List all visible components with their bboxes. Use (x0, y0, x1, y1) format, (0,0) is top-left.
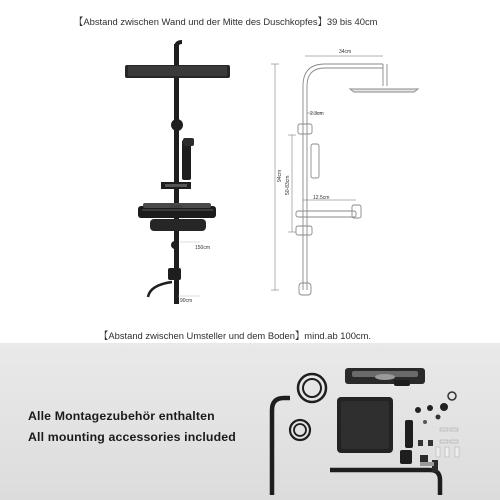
accessories-kit (272, 368, 459, 495)
diverter (168, 268, 181, 280)
caption-wall-to-head: 【Abstand zwischen Wand und der Mitte des Duschkopfes】39 bis 40cm (74, 16, 378, 27)
accessories-text-de: Alle Montagezubehör enthalten (28, 409, 215, 423)
hose (148, 282, 172, 297)
accessories-text-en: All mounting accessories included (28, 430, 236, 444)
caption-diverter-to-floor: 【Abstand zwischen Umsteller und dem Boden】mind.ab 100cm. (99, 330, 372, 341)
dim-shelf-width-left: 31cm (170, 204, 183, 210)
riser-pipe (174, 44, 179, 304)
dim-drop-left: 150cm (195, 245, 211, 251)
dim-shelf-depth: 12.5cm (313, 195, 330, 201)
dim-height-total: 94cm (277, 169, 283, 182)
dim-bottom-left: 90cm (180, 298, 193, 304)
dim-height-adjust: 50-83cm (285, 175, 291, 195)
shower-photo (125, 42, 230, 304)
technical-drawing (271, 56, 418, 295)
accessory-hand-shower (394, 380, 410, 386)
shower-pipe (272, 398, 290, 495)
dim-arm-gap: 2.3cm (310, 111, 324, 117)
dim-arm-width: 34cm (339, 49, 352, 55)
slider-knob (171, 119, 183, 131)
mixer-knob (171, 241, 179, 249)
hose-coil-lower (290, 420, 310, 440)
